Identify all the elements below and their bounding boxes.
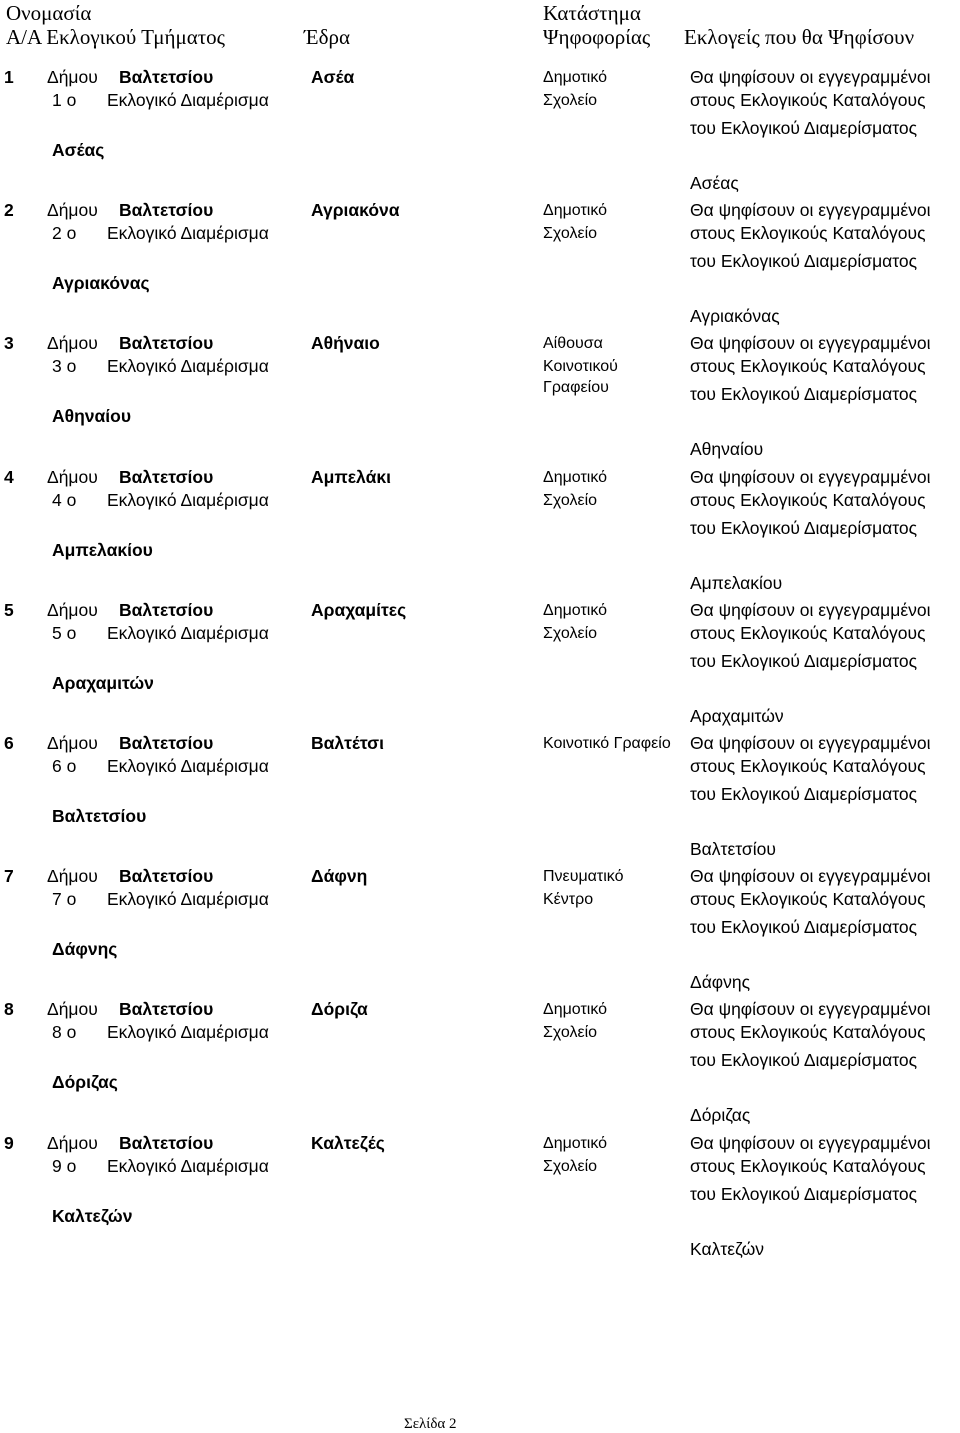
entry-number: 9 bbox=[4, 1133, 14, 1153]
entry-voters-line3: του Εκλογικού Διαμερίσματος bbox=[690, 651, 918, 671]
entry-sub-number: 6 ο bbox=[52, 756, 77, 776]
page-number: Σελίδα 2 bbox=[404, 1416, 457, 1432]
entry-municipality: Βαλτετσίου bbox=[119, 67, 214, 87]
entry-sub-number: 7 ο bbox=[52, 889, 77, 909]
entry-section-name: Δόριζας bbox=[52, 1072, 118, 1092]
header-col2: Έδρα bbox=[304, 25, 350, 49]
entry-number: 6 bbox=[4, 733, 14, 753]
header-col4: Εκλογείς που θα Ψηφίσουν bbox=[684, 25, 915, 49]
entry-voters-section: Δάφνης bbox=[690, 972, 751, 992]
entry-voters-section: Βαλτετσίου bbox=[690, 839, 776, 859]
entry-dimou: Δήμου bbox=[47, 67, 98, 87]
entry-voters-line2: στους Εκλογικούς Καταλόγους bbox=[690, 1156, 926, 1176]
entry-voters-section: Αθηναίου bbox=[690, 439, 764, 459]
entry-voters-line1: Θα ψηφίσουν οι εγγεγραμμένοι bbox=[690, 200, 931, 220]
entry-voters-line2: στους Εκλογικούς Καταλόγους bbox=[690, 90, 926, 110]
entry-number: 2 bbox=[4, 200, 14, 220]
entry-district-label: Εκλογικό Διαμέρισμα bbox=[107, 889, 269, 909]
entry-voters-line1: Θα ψηφίσουν οι εγγεγραμμένοι bbox=[690, 1133, 931, 1153]
entry-dimou: Δήμου bbox=[47, 999, 98, 1019]
entry-voters-line1: Θα ψηφίσουν οι εγγεγραμμένοι bbox=[690, 866, 931, 886]
entry-seat: Δόριζα bbox=[311, 999, 368, 1019]
entry-district-label: Εκλογικό Διαμέρισμα bbox=[107, 623, 269, 643]
entry-seat: Αθήναιο bbox=[311, 333, 380, 353]
entry-polling-store: Δημοτικό bbox=[543, 1135, 608, 1152]
entry-dimou: Δήμου bbox=[47, 866, 98, 886]
entry-number: 4 bbox=[4, 467, 14, 487]
entry-municipality: Βαλτετσίου bbox=[119, 999, 214, 1019]
entry-voters-line3: του Εκλογικού Διαμερίσματος bbox=[690, 251, 918, 271]
entry-voters-line3: του Εκλογικού Διαμερίσματος bbox=[690, 118, 918, 138]
entry-voters-line2: στους Εκλογικούς Καταλόγους bbox=[690, 889, 926, 909]
entry-dimou: Δήμου bbox=[47, 333, 98, 353]
header-col1-line1: Ονομασία bbox=[6, 1, 92, 25]
entry-voters-section: Καλτεζών bbox=[690, 1239, 764, 1259]
header-col1-line2: Α/Α Εκλογικού Τμήματος bbox=[6, 25, 225, 49]
entry-voters-line1: Θα ψηφίσουν οι εγγεγραμμένοι bbox=[690, 733, 931, 753]
entry-seat: Αγριακόνα bbox=[311, 200, 400, 220]
entry-polling-store: Δημοτικό bbox=[543, 69, 608, 86]
entry-voters-section: Αμπελακίου bbox=[690, 573, 783, 593]
entry-municipality: Βαλτετσίου bbox=[119, 467, 214, 487]
entry-number: 7 bbox=[4, 866, 14, 886]
entry-polling-store: Αίθουσα bbox=[543, 335, 603, 352]
entry-dimou: Δήμου bbox=[47, 467, 98, 487]
entry-sub-number: 9 ο bbox=[52, 1156, 77, 1176]
entry-polling-store-2: Σχολείο bbox=[543, 1024, 598, 1041]
entry-voters-line1: Θα ψηφίσουν οι εγγεγραμμένοι bbox=[690, 600, 931, 620]
entry-polling-store-2: Κοινοτικού bbox=[543, 358, 618, 375]
entry-seat: Αμπελάκι bbox=[311, 467, 391, 487]
entry-seat: Δάφνη bbox=[311, 866, 368, 886]
entry-polling-store: Κοινοτικό Γραφείο bbox=[543, 735, 671, 752]
entry-district-label: Εκλογικό Διαμέρισμα bbox=[107, 756, 269, 776]
entry-voters-line3: του Εκλογικού Διαμερίσματος bbox=[690, 1050, 918, 1070]
entry-dimou: Δήμου bbox=[47, 600, 98, 620]
entry-polling-store-2: Κέντρο bbox=[543, 891, 594, 908]
header-col3-line1: Κατάστημα bbox=[543, 1, 641, 25]
entry-section-name: Ασέας bbox=[52, 140, 105, 160]
entry-voters-line2: στους Εκλογικούς Καταλόγους bbox=[690, 490, 926, 510]
entry-number: 8 bbox=[4, 999, 14, 1019]
entry-voters-line3: του Εκλογικού Διαμερίσματος bbox=[690, 917, 918, 937]
entry-voters-line3: του Εκλογικού Διαμερίσματος bbox=[690, 1184, 918, 1204]
entry-seat: Βαλτέτσι bbox=[311, 733, 384, 753]
entry-district-label: Εκλογικό Διαμέρισμα bbox=[107, 356, 269, 376]
entry-polling-store-3: Γραφείου bbox=[543, 379, 609, 396]
entry-voters-line2: στους Εκλογικούς Καταλόγους bbox=[690, 356, 926, 376]
entry-seat: Αραχαμίτες bbox=[311, 600, 407, 620]
entry-section-name: Βαλτετσίου bbox=[52, 806, 147, 826]
entry-section-name: Καλτεζών bbox=[52, 1206, 133, 1226]
entry-municipality: Βαλτετσίου bbox=[119, 733, 214, 753]
entry-voters-line2: στους Εκλογικούς Καταλόγους bbox=[690, 756, 926, 776]
entry-section-name: Αθηναίου bbox=[52, 406, 132, 426]
entry-municipality: Βαλτετσίου bbox=[119, 600, 214, 620]
entry-voters-line3: του Εκλογικού Διαμερίσματος bbox=[690, 784, 918, 804]
entry-municipality: Βαλτετσίου bbox=[119, 866, 214, 886]
entry-voters-line1: Θα ψηφίσουν οι εγγεγραμμένοι bbox=[690, 67, 931, 87]
entry-district-label: Εκλογικό Διαμέρισμα bbox=[107, 223, 269, 243]
entry-voters-line1: Θα ψηφίσουν οι εγγεγραμμένοι bbox=[690, 467, 931, 487]
entry-polling-store-2: Σχολείο bbox=[543, 1158, 598, 1175]
entry-seat: Ασέα bbox=[311, 67, 355, 87]
entry-sub-number: 5 ο bbox=[52, 623, 77, 643]
entry-voters-line1: Θα ψηφίσουν οι εγγεγραμμένοι bbox=[690, 999, 931, 1019]
entry-polling-store: Δημοτικό bbox=[543, 202, 608, 219]
entry-polling-store: Δημοτικό bbox=[543, 602, 608, 619]
entry-voters-section: Ασέας bbox=[690, 173, 739, 193]
entry-municipality: Βαλτετσίου bbox=[119, 200, 214, 220]
entry-sub-number: 4 ο bbox=[52, 490, 77, 510]
header-col3-line2: Ψηφοφορίας bbox=[543, 25, 651, 49]
entry-municipality: Βαλτετσίου bbox=[119, 1133, 214, 1153]
entry-district-label: Εκλογικό Διαμέρισμα bbox=[107, 1022, 269, 1042]
entry-number: 5 bbox=[4, 600, 14, 620]
entry-number: 3 bbox=[4, 333, 14, 353]
entry-section-name: Δάφνης bbox=[52, 939, 118, 959]
entry-voters-line3: του Εκλογικού Διαμερίσματος bbox=[690, 518, 918, 538]
entry-voters-line2: στους Εκλογικούς Καταλόγους bbox=[690, 1022, 926, 1042]
entry-polling-store-2: Σχολείο bbox=[543, 92, 598, 109]
entry-dimou: Δήμου bbox=[47, 200, 98, 220]
entry-sub-number: 3 ο bbox=[52, 356, 77, 376]
entry-district-label: Εκλογικό Διαμέρισμα bbox=[107, 1156, 269, 1176]
entry-dimou: Δήμου bbox=[47, 733, 98, 753]
entry-number: 1 bbox=[4, 67, 14, 87]
entry-voters-line1: Θα ψηφίσουν οι εγγεγραμμένοι bbox=[690, 333, 931, 353]
entry-polling-store: Δημοτικό bbox=[543, 1001, 608, 1018]
entry-voters-section: Αγριακόνας bbox=[690, 306, 780, 326]
entry-district-label: Εκλογικό Διαμέρισμα bbox=[107, 490, 269, 510]
entry-voters-line3: του Εκλογικού Διαμερίσματος bbox=[690, 384, 918, 404]
entry-polling-store-2: Σχολείο bbox=[543, 225, 598, 242]
entry-voters-line2: στους Εκλογικούς Καταλόγους bbox=[690, 623, 926, 643]
entry-polling-store: Πνευματικό bbox=[543, 868, 624, 885]
entry-district-label: Εκλογικό Διαμέρισμα bbox=[107, 90, 269, 110]
entry-voters-line2: στους Εκλογικούς Καταλόγους bbox=[690, 223, 926, 243]
entry-sub-number: 1 ο bbox=[52, 90, 77, 110]
entry-section-name: Αμπελακίου bbox=[52, 540, 153, 560]
entry-sub-number: 2 ο bbox=[52, 223, 77, 243]
entry-dimou: Δήμου bbox=[47, 1133, 98, 1153]
entry-section-name: Αραχαμιτών bbox=[52, 673, 154, 693]
entry-polling-store-2: Σχολείο bbox=[543, 492, 598, 509]
entry-sub-number: 8 ο bbox=[52, 1022, 77, 1042]
entry-polling-store-2: Σχολείο bbox=[543, 625, 598, 642]
entry-section-name: Αγριακόνας bbox=[52, 273, 150, 293]
entry-seat: Καλτεζές bbox=[311, 1133, 385, 1153]
entry-municipality: Βαλτετσίου bbox=[119, 333, 214, 353]
entry-polling-store: Δημοτικό bbox=[543, 469, 608, 486]
entry-voters-section: Δόριζας bbox=[690, 1105, 751, 1125]
entry-voters-section: Αραχαμιτών bbox=[690, 706, 784, 726]
